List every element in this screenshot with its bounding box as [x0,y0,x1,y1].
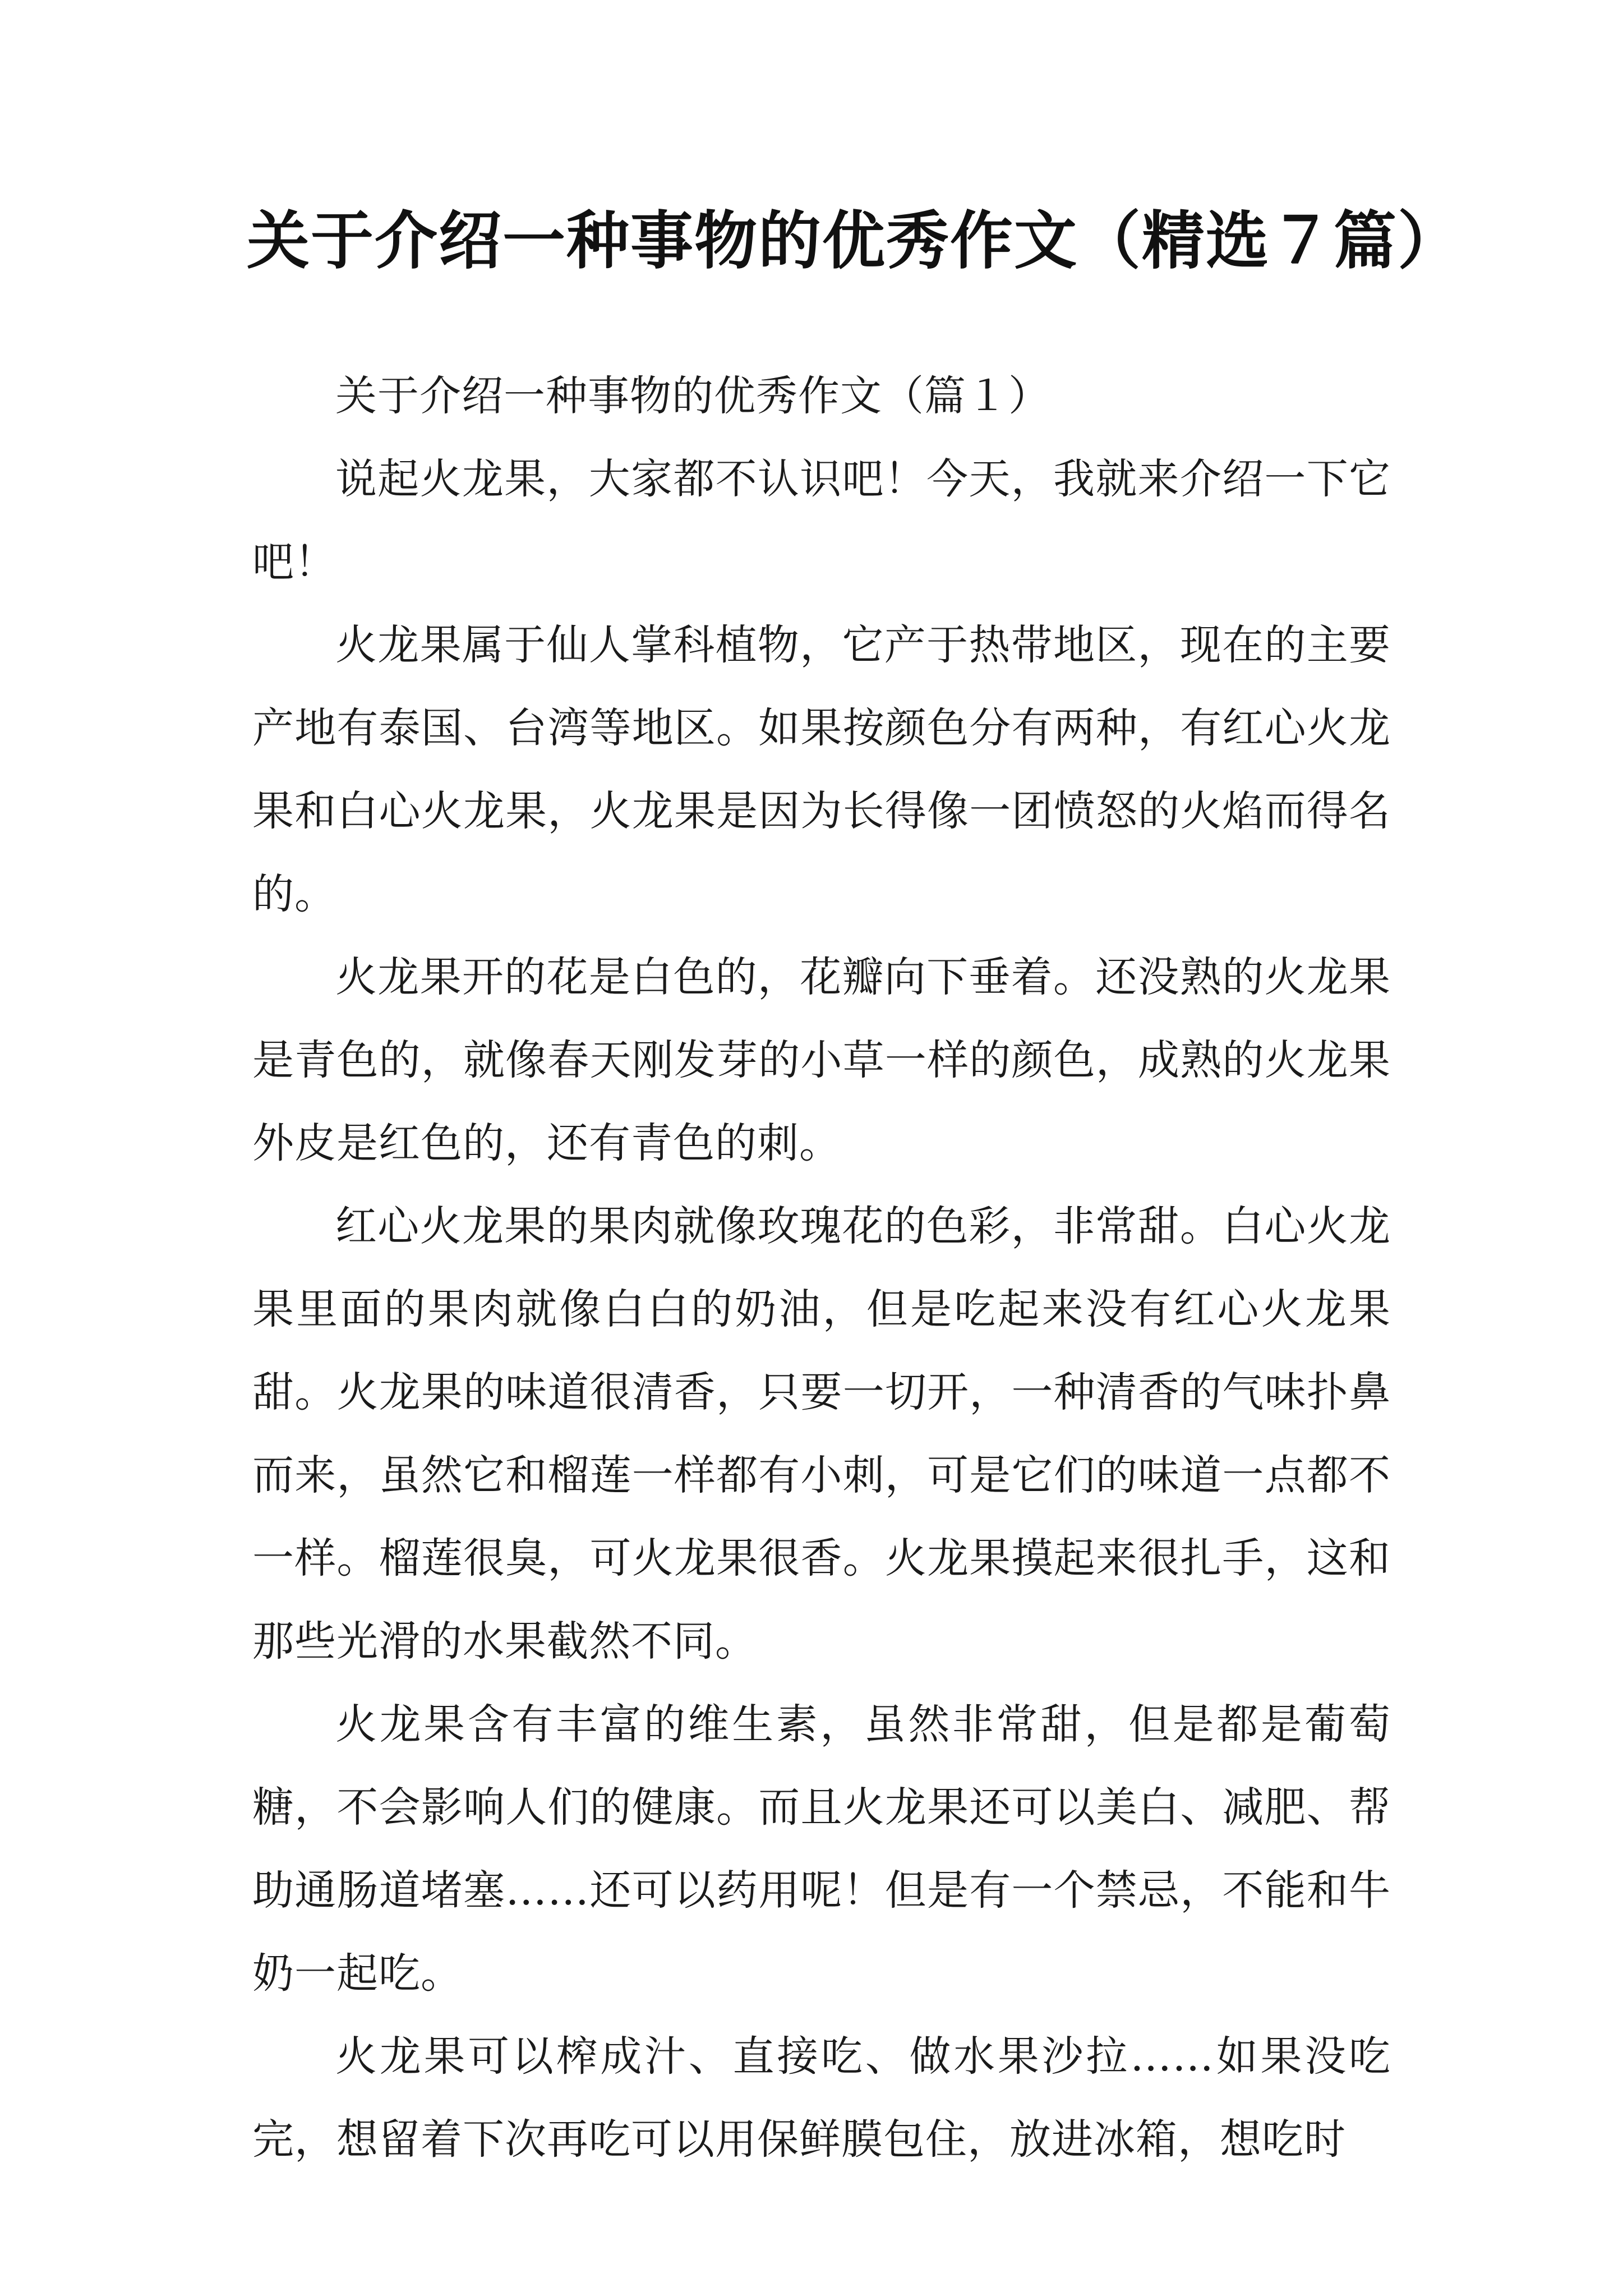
paragraph: 火龙果可以榨成汁、直接吃、做水果沙拉……如果没吃完，想留着下次再吃可以用保鲜膜包住，放进冰箱，想吃时 [252,2032,1391,2164]
paragraph: 说起火龙果，大家都不认识吧！今天，我就来介绍一下它吧！ [252,455,1391,586]
paragraph: 火龙果含有丰富的维生素，虽然非常甜，但是都是葡萄糖，不会影响人们的健康。而且火龙果还可以美白、减肥、帮助通肠道堵塞……还可以药用呢！但是有一个禁忌，不能和牛奶一起吃。 [252,1700,1391,1998]
document-body [252,355,1391,2181]
document-title: 关于介绍一种事物的优秀作文（精选７篇） [247,204,1461,278]
paragraph: 红心火龙果的果肉就像玫瑰花的色彩，非常甜。白心火龙果里面的果肉就像白白的奶油，但是吃起来没有红心火龙果甜。火龙果的味道很清香，只要一切开，一种清香的气味扑鼻而来，虽然它和榴莲一样都有小刺，可是它们的味道一点都不一样。榴莲很臭，可火龙果很香。火龙果摸起来很扎手，这和那些光滑的水果截然不同。 [252,1202,1391,1665]
section-subtitle: 关于介绍一种事物的优秀作文（篇１） [335,372,1050,420]
paragraph: 火龙果属于仙人掌科植物，它产于热带地区，现在的主要产地有泰国、台湾等地区。如果按颜色分有两种，有红心火龙果和白心火龙果，火龙果是因为长得像一团愤怒的火焰而得名的。 [252,621,1391,918]
paragraph: 火龙果开的花是白色的，花瓣向下垂着。还没熟的火龙果是青色的，就像春天刚发芽的小草一样的颜色，成熟的火龙果外皮是红色的，还有青色的刺。 [252,953,1391,1167]
